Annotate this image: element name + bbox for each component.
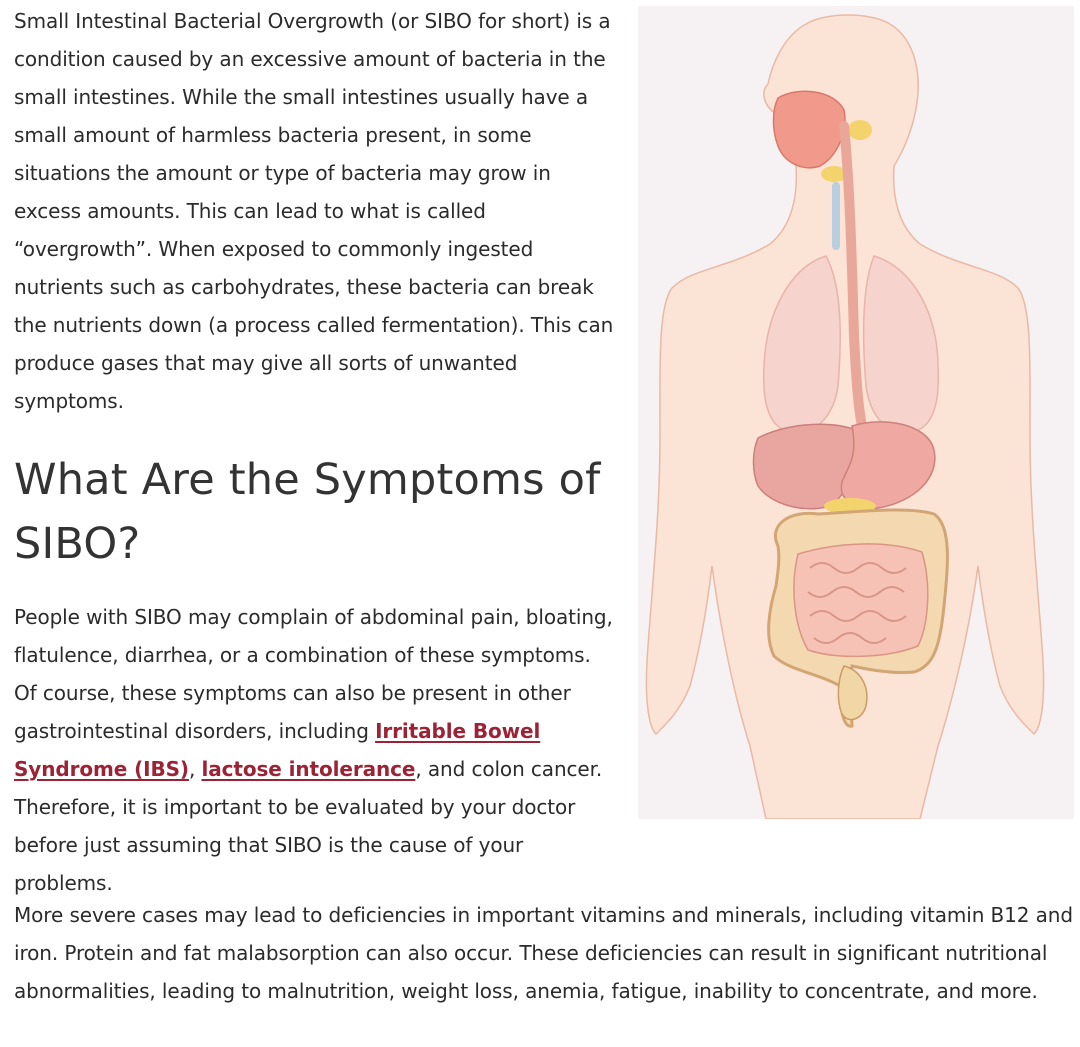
lactose-intolerance-link[interactable]: lactose intolerance (201, 757, 416, 781)
digestive-system-illustration (638, 6, 1074, 819)
symptoms-text-start: People with SIBO may complain of abdominal pain, bloating, flatulence, diarrhea, or a combination of these symptoms. Of course, these symptoms can also be present in other gastrointestinal disorders, including (14, 605, 613, 743)
section-heading: What Are the Symptoms of SIBO? (14, 455, 601, 569)
intro-paragraph: Small Intestinal Bacterial Overgrowth (or SIBO for short) is a condition caused by an excessive amount of bacteria in the small intestines. While the small intestines usually have a small amount of harmless bacteria present, in some situations the amount or type of bacteria may grow in excess amounts. This can lead to what is called “overgrowth”. When exposed to commonly ingested nutrients such as carbohydrates, these bacteria can break the nutrients down (a process called fermentation). This can produce gases that may give all sorts of unwanted symptoms. (14, 9, 614, 413)
small-intestine (794, 544, 928, 656)
symptoms-paragraph (14, 598, 614, 902)
anatomy-drawing (638, 6, 1074, 819)
symptoms-text-end: , and colon cancer. Therefore, it is important to be evaluated by your doctor before just assuming that SIBO is the cause of your problems. (14, 757, 603, 895)
ibs-link[interactable]: Irritable Bowel Syndrome (IBS) (14, 719, 541, 781)
salivary-gland-top (848, 120, 872, 140)
deficiencies-paragraph: More severe cases may lead to deficiencies in important vitamins and minerals, including vitamin B12 and iron. Protein and fat malabsorption can also occur. These deficiencies can result in significant nutritional abnormalities, leading to malnutrition, weight loss, anemia, fatigue, inability to concentrate, and more. (14, 903, 1073, 1003)
link-separator: , (188, 757, 202, 781)
main-column (14, 2, 614, 902)
